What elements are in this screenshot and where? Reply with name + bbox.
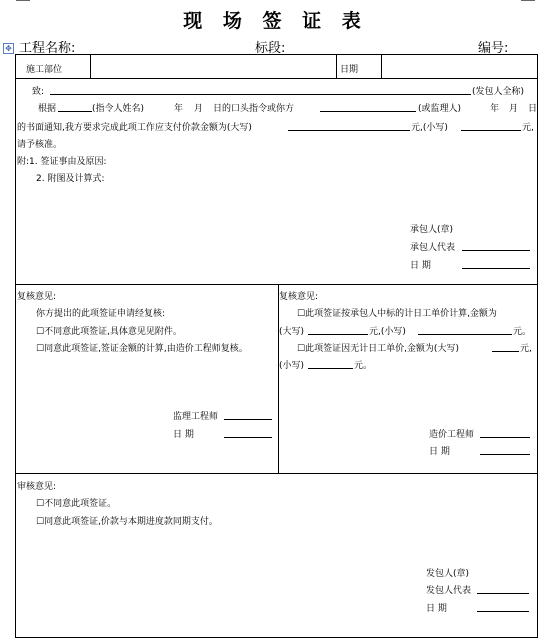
contractor-seal-label: 承包人(章) bbox=[410, 225, 454, 235]
audit-agree-option[interactable]: ☐同意此项签证,价款与本期进度款同期支付。 bbox=[36, 517, 218, 527]
text-year-2: 年 bbox=[490, 104, 500, 114]
page-corner-mark-right bbox=[521, 0, 535, 1]
row-divider bbox=[16, 284, 537, 285]
text-words: (大写) bbox=[279, 327, 305, 337]
owner-seal-label: 发包人(章) bbox=[426, 569, 470, 579]
contractor-rep-blank[interactable] bbox=[462, 240, 530, 251]
text-yuan-2: 元, bbox=[520, 344, 532, 354]
contractor-date-blank[interactable] bbox=[462, 258, 530, 269]
project-name-label: 工程名称: bbox=[19, 41, 76, 56]
text-oral-instruction: 日的口头指令或你方 bbox=[213, 104, 295, 114]
supervisor-blank[interactable] bbox=[224, 409, 272, 420]
col-divider bbox=[278, 284, 279, 473]
cost-engineer-blank[interactable] bbox=[480, 427, 530, 438]
no-daywork-figures-blank[interactable] bbox=[308, 358, 353, 369]
client-name-blank[interactable] bbox=[50, 84, 471, 95]
attachment-2: 2. 附图及计算式: bbox=[36, 174, 105, 184]
review-left-title: 复核意见: bbox=[17, 292, 57, 302]
client-fullname-hint: (发包人全称) bbox=[472, 87, 525, 97]
col-divider bbox=[336, 55, 337, 78]
text-please-approve: 请予核准。 bbox=[17, 140, 63, 150]
amount-words-blank[interactable] bbox=[288, 120, 410, 131]
owner-date-blank[interactable] bbox=[477, 601, 529, 612]
cost-engineer-date-label: 日 期 bbox=[429, 447, 450, 457]
amount-figures-blank[interactable] bbox=[461, 120, 521, 131]
cost-engineer-date-blank[interactable] bbox=[480, 444, 530, 455]
text-year: 年 bbox=[174, 104, 184, 114]
attachment-1: 附:1. 签证事由及原因: bbox=[17, 157, 107, 167]
owner-rep-blank[interactable] bbox=[477, 583, 529, 594]
text-yuan-end-2: 元。 bbox=[354, 361, 373, 371]
page-corner-mark-left bbox=[16, 0, 30, 1]
review-left-intro: 你方提出的此项签证申请经复核: bbox=[36, 309, 166, 319]
text-figures: (小写) bbox=[279, 361, 305, 371]
supervisor-hint: (或监理人) bbox=[418, 104, 462, 114]
date-label: 日期 bbox=[340, 65, 359, 75]
text-yuan: 元, bbox=[522, 123, 534, 133]
review-right-no-daywork-option[interactable]: ☐此项签证因无计日工单价,金额为(大写) bbox=[297, 344, 459, 354]
notice-source-blank[interactable] bbox=[320, 101, 416, 112]
daywork-figures-blank[interactable] bbox=[418, 324, 512, 335]
table-move-handle-icon[interactable]: ✥ bbox=[3, 43, 14, 54]
visa-table bbox=[15, 54, 538, 638]
text-yuan-small: 元,(小写) bbox=[411, 123, 448, 133]
owner-rep-label: 发包人代表 bbox=[426, 586, 472, 596]
text-month: 月 bbox=[194, 104, 204, 114]
row-divider bbox=[16, 78, 537, 79]
row-divider bbox=[16, 473, 537, 474]
review-right-title: 复核意见: bbox=[279, 292, 319, 302]
col-divider bbox=[90, 55, 91, 78]
supervisor-date-label: 日 期 bbox=[173, 430, 194, 440]
instructor-hint: (指令人姓名) bbox=[92, 104, 145, 114]
instructor-name-blank[interactable] bbox=[58, 101, 92, 112]
text-day-2: 日 bbox=[528, 104, 538, 114]
text-written-notice: 的书面通知,我方要求完成此项工作应支付价款金额为(大写) bbox=[17, 123, 252, 133]
audit-title: 审核意见: bbox=[17, 482, 57, 492]
contractor-date-label: 日 期 bbox=[410, 261, 431, 271]
site-value-cell[interactable] bbox=[92, 56, 334, 77]
daywork-words-blank[interactable] bbox=[308, 324, 368, 335]
col-divider bbox=[381, 55, 382, 78]
text-yuan-end: 元。 bbox=[513, 327, 532, 337]
supervisor-date-blank[interactable] bbox=[224, 427, 272, 438]
document-title: 现 场 签 证 表 bbox=[183, 10, 368, 32]
to-prefix: 致: bbox=[32, 87, 45, 97]
number-label: 编号: bbox=[478, 41, 509, 56]
contractor-rep-label: 承包人代表 bbox=[410, 243, 456, 253]
owner-date-label: 日 期 bbox=[426, 604, 447, 614]
text-month-2: 月 bbox=[509, 104, 519, 114]
date-value-cell[interactable] bbox=[383, 56, 535, 77]
text-according: 根据 bbox=[38, 104, 57, 114]
no-daywork-words-blank[interactable] bbox=[492, 341, 519, 352]
audit-disagree-option[interactable]: ☐不同意此项签证。 bbox=[36, 499, 117, 509]
supervisor-label: 监理工程师 bbox=[173, 412, 219, 422]
section-label: 标段: bbox=[255, 41, 286, 56]
review-right-daywork-option[interactable]: ☐此项签证按承包人中标的计日工单价计算,金额为 bbox=[297, 309, 497, 319]
text-yuan-small-2: 元,(小写) bbox=[369, 327, 406, 337]
site-label: 施工部位 bbox=[26, 65, 63, 75]
review-left-disagree-option[interactable]: ☐不同意此项签证,具体意见见附件。 bbox=[36, 327, 182, 337]
cost-engineer-label: 造价工程师 bbox=[429, 430, 475, 440]
review-left-agree-option[interactable]: ☐同意此项签证,签证金额的计算,由造价工程师复核。 bbox=[36, 344, 248, 354]
